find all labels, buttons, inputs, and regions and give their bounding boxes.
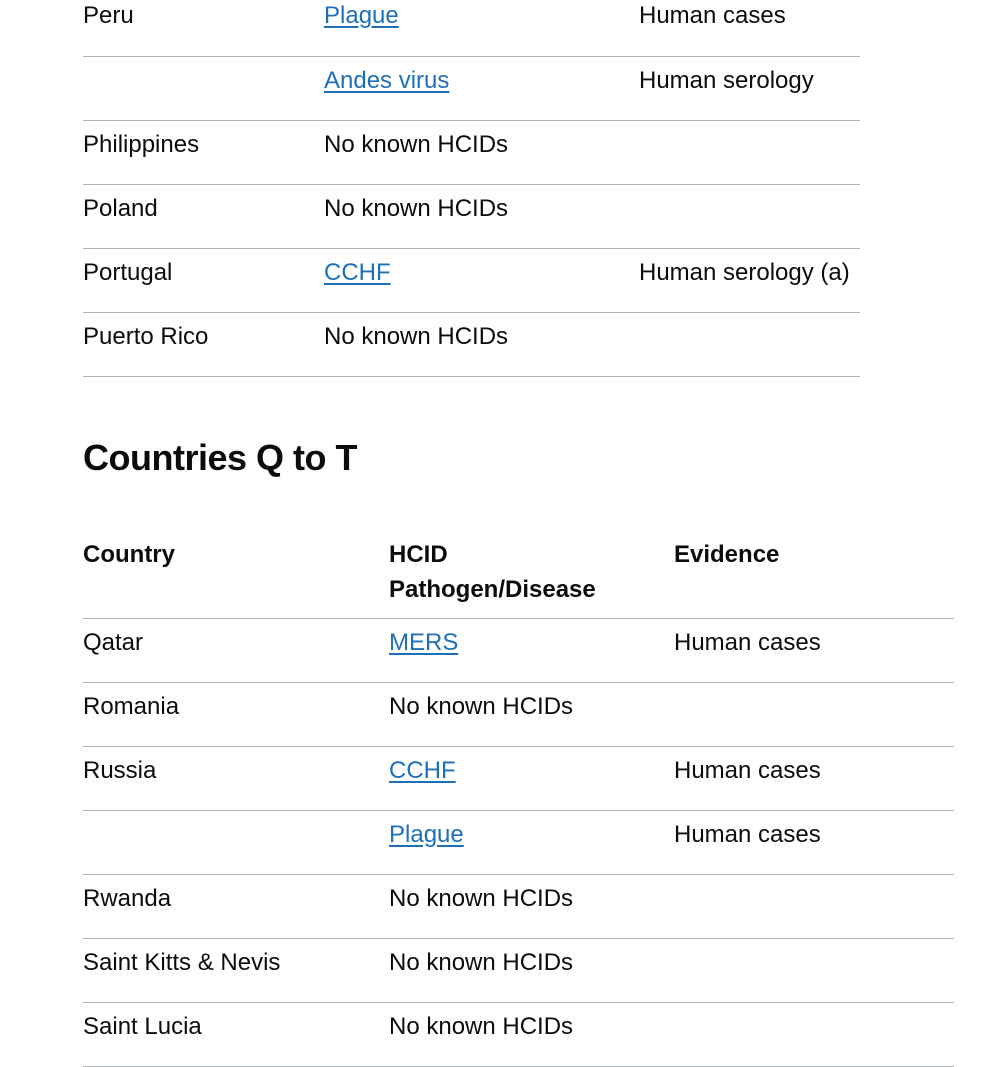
pathogen-link[interactable]: Plague: [324, 2, 399, 29]
countries-p-table: [83, 0, 860, 377]
table-row: [83, 810, 954, 874]
column-header-country-label: Country: [83, 541, 175, 568]
evidence-cell: Human cases: [639, 2, 786, 29]
column-header-country: [83, 534, 389, 618]
pathogen-link[interactable]: CCHF: [324, 258, 391, 286]
evidence-cell: Human cases: [674, 820, 821, 848]
table-row: [83, 0, 860, 56]
evidence-cell: [639, 312, 860, 376]
column-header-pathogen-line1: HCID: [389, 541, 448, 568]
evidence-cell: [674, 1002, 954, 1066]
country-cell: Qatar: [83, 628, 144, 656]
table-row: [83, 312, 860, 376]
evidence-cell: [639, 184, 860, 248]
evidence-cell: [674, 938, 954, 1002]
country-cell: Poland: [83, 194, 158, 222]
table-row: [83, 618, 954, 682]
table-row: [83, 746, 954, 810]
table-row: [83, 1002, 954, 1066]
table-row: [83, 184, 860, 248]
country-cell: Rwanda: [83, 884, 172, 912]
table-row: [83, 938, 954, 1002]
table-row: [83, 56, 860, 120]
country-cell: Portugal: [83, 258, 173, 286]
country-cell: Russia: [83, 756, 157, 784]
evidence-cell: [639, 120, 860, 184]
country-cell: Peru: [83, 2, 134, 29]
column-header-evidence-label: Evidence: [674, 541, 780, 568]
table-header-row: [83, 534, 954, 618]
column-header-pathogen-line2: Pathogen/Disease: [389, 576, 596, 603]
pathogen-cell: No known HCIDs: [389, 1012, 574, 1040]
evidence-cell: Human cases: [674, 628, 821, 656]
pathogen-cell: [389, 810, 674, 874]
pathogen-cell: No known HCIDs: [324, 130, 509, 158]
evidence-cell: [674, 874, 954, 938]
pathogen-link[interactable]: CCHF: [389, 756, 456, 784]
pathogen-cell: No known HCIDs: [324, 194, 509, 222]
country-cell: Saint Kitts & Nevis: [83, 948, 281, 976]
pathogen-cell: [389, 618, 674, 682]
column-header-pathogen: [389, 534, 674, 618]
evidence-cell: Human serology (a): [639, 258, 850, 286]
pathogen-cell: [324, 0, 639, 56]
pathogen-cell: [324, 248, 639, 312]
pathogen-cell: No known HCIDs: [389, 948, 574, 976]
table-row: [83, 874, 954, 938]
country-cell: Saint Lucia: [83, 1012, 202, 1040]
pathogen-link[interactable]: Andes virus: [324, 66, 450, 94]
pathogen-cell: No known HCIDs: [389, 692, 574, 720]
table-row: [83, 248, 860, 312]
country-cell: [83, 56, 324, 120]
section-heading-q-to-t: Countries Q to T: [83, 437, 357, 478]
pathogen-cell: [389, 746, 674, 810]
evidence-cell: Human cases: [674, 756, 821, 784]
pathogen-cell: [324, 56, 639, 120]
pathogen-link[interactable]: MERS: [389, 628, 459, 656]
countries-p-table-body: [83, 0, 860, 376]
evidence-cell: [674, 682, 954, 746]
country-cell: Philippines: [83, 130, 200, 158]
evidence-cell: Human serology: [639, 66, 814, 94]
country-cell: Romania: [83, 692, 180, 720]
table-row: [83, 120, 860, 184]
countries-q-to-t-table: [83, 534, 954, 1067]
pathogen-link[interactable]: Plague: [389, 820, 464, 848]
pathogen-cell: No known HCIDs: [324, 322, 509, 350]
country-cell: [83, 810, 389, 874]
countries-q-to-t-table-body: [83, 618, 954, 1066]
country-cell: Puerto Rico: [83, 322, 209, 350]
column-header-evidence: [674, 534, 954, 618]
table-row: [83, 682, 954, 746]
pathogen-cell: No known HCIDs: [389, 884, 574, 912]
